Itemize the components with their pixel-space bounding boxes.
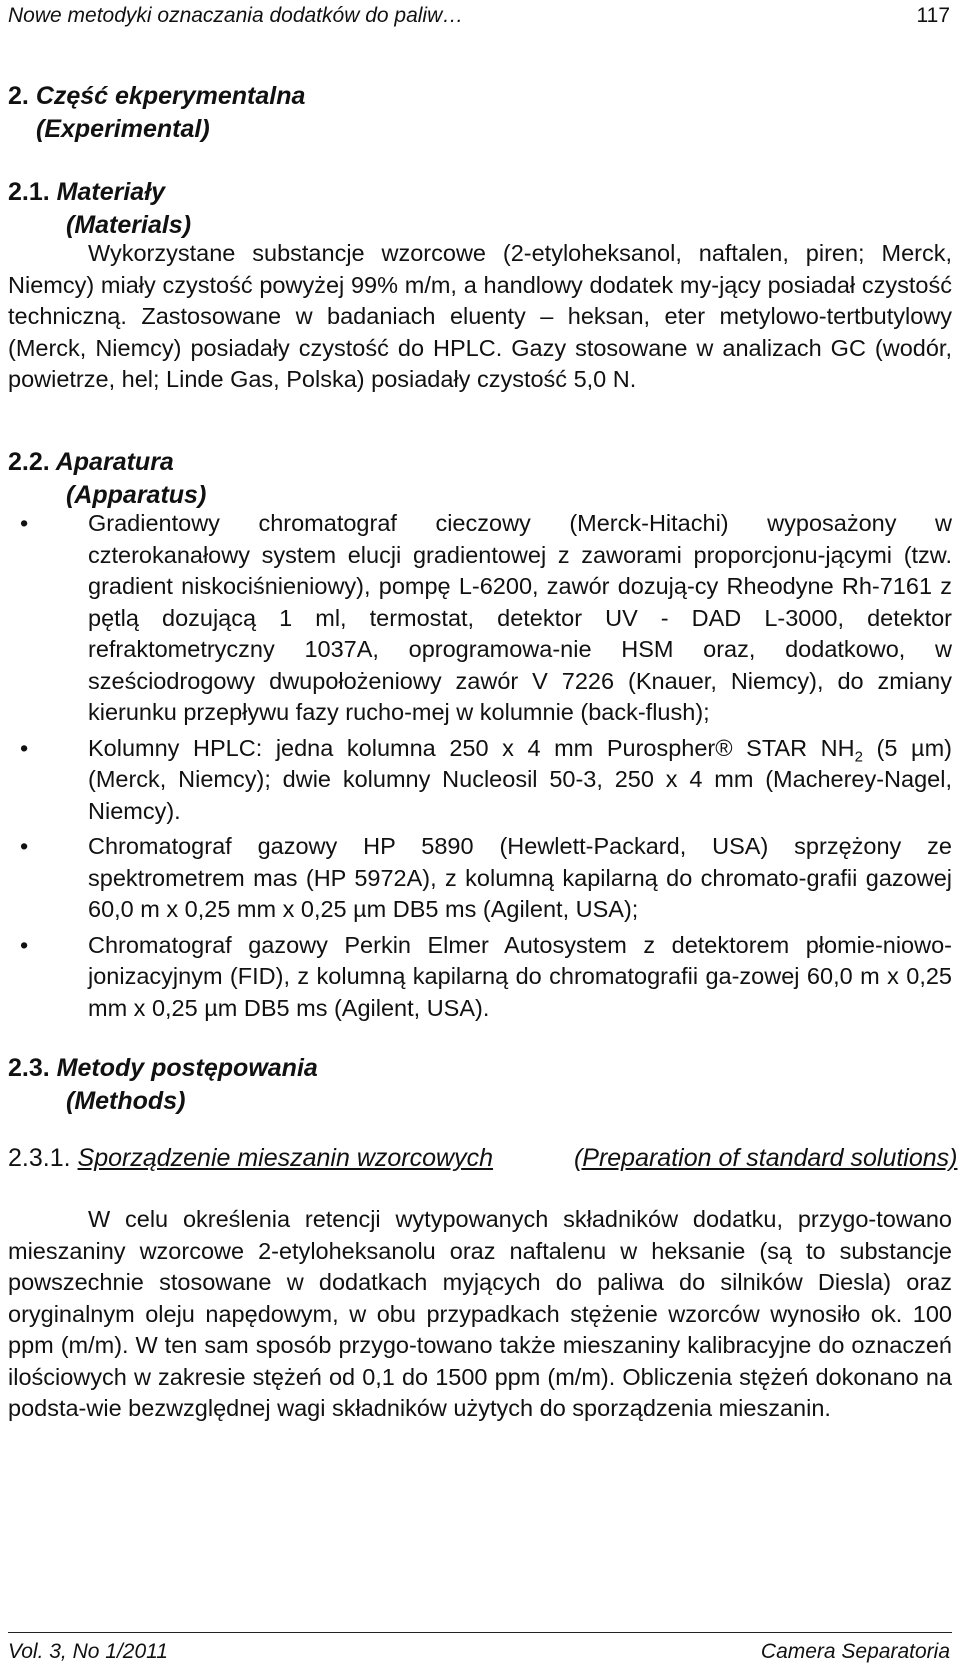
list-item-text: Chromatograf gazowy Perkin Elmer Autosystem z detektorem płomie-niowo-jonizacyjnym (FID), z kolumną kapilarną do chromatografii ga-zowej 60,0 m x 0,25 mm x 0,25 µm DB5 ms (Agilent, USA). [88, 931, 952, 1021]
list-item [8, 508, 952, 729]
section-subtitle: (Apparatus) [66, 481, 207, 509]
list-item [8, 733, 952, 828]
bullet-icon: • [20, 931, 29, 958]
list-item [8, 930, 952, 1025]
section-number: 2.1. [8, 178, 50, 206]
bullet-icon: • [20, 734, 29, 761]
section-number: 2.3.1. [8, 1144, 71, 1172]
section-2-3-1-heading [8, 1142, 957, 1175]
bullet-icon: • [20, 510, 29, 536]
section-subtitle: (Experimental) [36, 115, 210, 143]
list-item-text [88, 735, 952, 824]
section-title: Aparatura [55, 448, 174, 476]
preparation-paragraph: W celu określenia retencji wytypowanych składników dodatku, przygo-towano mieszaniny wzorcowe 2-etyloheksanolu oraz naftalenu w heksanie (są to substancje powszechnie stosowane w dodatkach myjących do paliwa do silników Diesla) oraz oryginalnym oleju napędowym, w obu przypadkach stężenie wzorców wynosiło ok. 100 ppm (m/m). W ten sam sposób przygo-towano także mieszaniny kalibracyjne do oznaczeń ilościowych w zakresie stężeń od 0,1 do 1500 ppm (m/m). Obliczenia stężeń dokonano na podsta-wie bezwzględnej wagi składników użytych do sporządzenia mieszanin. [8, 1206, 952, 1421]
columns-text-a: Kolumny HPLC: jedna kolumna 250 x 4 mm Purospher® STAR NH [88, 734, 855, 761]
section-2-heading [8, 80, 305, 146]
page-number: 117 [916, 4, 950, 27]
section-subtitle: (Preparation of standard solutions) [573, 1144, 958, 1172]
subscript: 2 [854, 748, 863, 766]
list-item-text: Chromatograf gazowy HP 5890 (Hewlett-Packard, USA) sprzężony ze spektrometrem mas (HP 5972A), z kolumną kapilarną do chromato-grafii gazowej 60,0 m x 0,25 mm x 0,25 µm DB5 ms (Agilent, USA); [88, 833, 952, 922]
section-title: Metody postępowania [56, 1054, 318, 1082]
materials-paragraph: Wykorzystane substancje wzorcowe (2-etyloheksanol, naftalen, piren; Merck, Niemcy) miały czystość powyżej 99% m/m, a handlowy dodatek my-jący posiadał czystość techniczną. Zastosowane w badaniach eluenty – heksan, eter metylowo-tertbutylowy (Merck, Niemcy) posiadały czystość do HPLC. Gazy stosowane w analizach GC (wodór, powietrze, hel; Linde Gas, Polska) posiadały czystość 5,0 N. [8, 240, 952, 392]
section-number: 2.2. [8, 448, 50, 476]
section-number: 2.3. [8, 1054, 50, 1082]
section-title: Sporządzenie mieszanin wzorcowych [77, 1144, 493, 1172]
footer-volume: Vol. 3, No 1/2011 [8, 1640, 168, 1663]
apparatus-list-container [8, 508, 952, 1024]
bullet-icon: • [20, 833, 29, 859]
footer-journal: Camera Separatoria [760, 1640, 950, 1663]
running-title: Nowe metodyki oznaczania dodatków do paliw… [8, 4, 464, 27]
apparatus-list [8, 508, 952, 1024]
list-item [8, 831, 952, 926]
section-title: Materiały [56, 178, 166, 206]
list-item-text: Gradientowy chromatograf cieczowy (Merck-Hitachi) wyposażony w czterokanałowy system elucji gradientowej z zaworami proporcjonu-jącymi (tzw. gradient niskociśnieniowy), pompę L-6200, zawór dozują-cy Rheodyne Rh-7161 z pętlą dozującą 1 ml, termostat, detektor UV - DAD L-3000, detektor refraktometryczny 1037A, oprogramowa-nie HSM oraz, dodatkowo, w sześciodrogowy dwupołożeniowy zawór V 7226 (Knauer, Niemcy), do zmiany kierunku przepływu fazy rucho-mej w kolumnie (back-flush); [88, 510, 952, 725]
section-number: 2. [8, 82, 29, 110]
section-2-2-heading [8, 446, 206, 512]
section-title: Część ekperymentalna [35, 82, 306, 110]
columns-text-b: (5 µm) (Merck, Niemcy); dwie kolumny Nucleosil 50-3, 250 x 4 mm (Macherey-Nagel, Niemcy). [88, 734, 952, 824]
footer-divider [8, 1632, 952, 1633]
section-2-1-heading [8, 176, 191, 242]
section-2-3-heading [8, 1052, 318, 1118]
section-subtitle: (Materials) [66, 211, 192, 239]
section-subtitle: (Methods) [66, 1087, 186, 1115]
